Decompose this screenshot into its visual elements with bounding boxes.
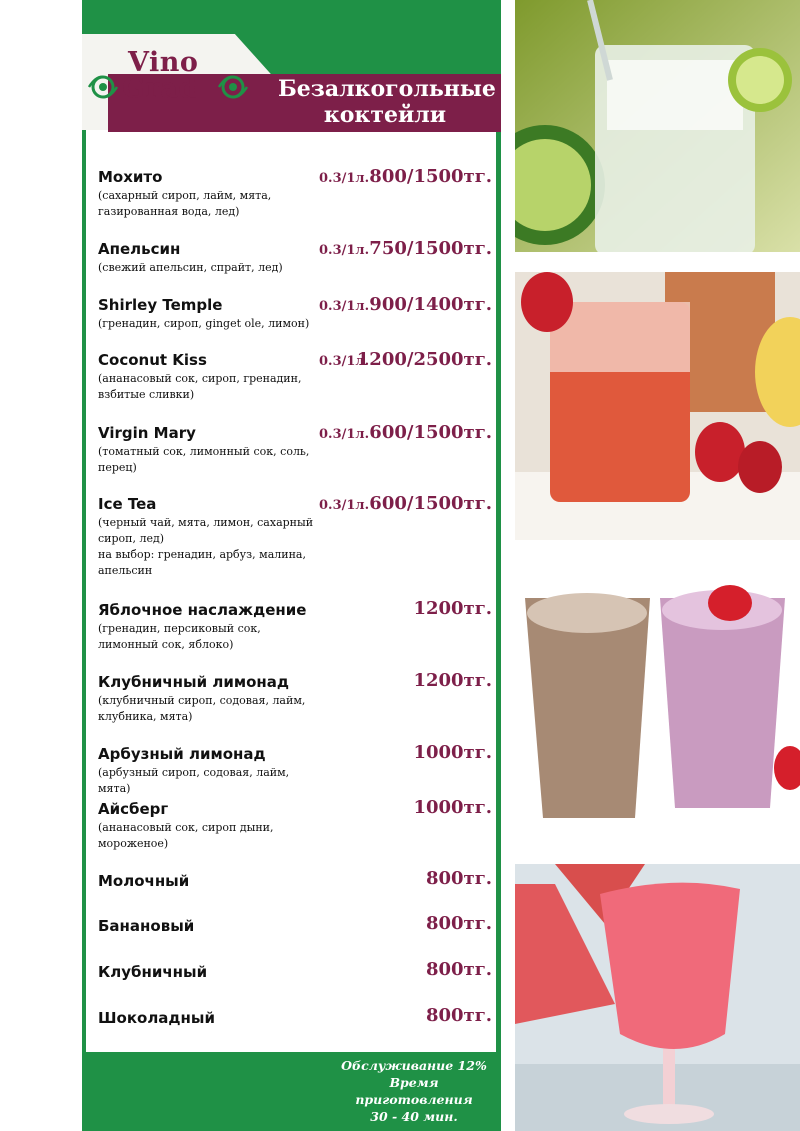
menu-item-apple-delight: [98, 601, 323, 653]
item-price: 1000тг.: [413, 797, 492, 818]
menu-item-banana: [98, 917, 194, 935]
item-volume: 0.3/1л.: [319, 498, 370, 513]
item-price: 800/1500тг.: [369, 166, 492, 187]
item-name: Мохито: [98, 168, 163, 186]
item-price: 800тг.: [425, 913, 492, 934]
menu-item-ice-tea: [98, 495, 323, 579]
item-description: (клубничный сироп, содовая, лайм, клубника, мята): [98, 694, 306, 723]
item-name: Шоколадный: [98, 1009, 215, 1027]
watermelon-drink-photo: [515, 864, 800, 1131]
item-volume: 0.3/1л.: [319, 427, 370, 442]
item-price: 1200тг.: [413, 670, 492, 691]
footer-note: [330, 1057, 498, 1125]
item-price: 800тг.: [425, 868, 492, 889]
menu-item-strawberry-lemonade: [98, 673, 323, 725]
item-name: Virgin Mary: [98, 424, 196, 442]
item-description: (ананасовый сок, сироп дыни, мороженое): [98, 821, 274, 850]
logo-text-grad: Grad: [122, 73, 198, 104]
item-price: 1200/2500тг.: [356, 349, 492, 370]
item-name: Shirley Temple: [98, 296, 223, 314]
item-name: Клубничный: [98, 963, 208, 981]
item-volume: 0.3/1л.: [319, 354, 370, 369]
strawberry-drink-photo: [515, 272, 800, 540]
menu-item-mojito: [98, 168, 323, 220]
menu-item-watermelon-lemonade: [98, 745, 323, 797]
logo-text-vino: Vino: [128, 47, 199, 78]
item-name: Апельсин: [98, 240, 181, 258]
item-name: Ice Tea: [98, 495, 157, 513]
prep-time-label: Время приготовления: [355, 1075, 473, 1107]
menu-item-orange: [98, 240, 323, 276]
item-volume: 0.3/1л.: [319, 171, 370, 186]
menu-item-chocolate: [98, 1009, 215, 1027]
menu-item-iceberg: [98, 800, 323, 852]
item-price: 800тг.: [425, 959, 492, 980]
item-price: 1000тг.: [413, 742, 492, 763]
mojito-photo: [515, 0, 800, 252]
page-title: [278, 76, 496, 128]
item-price: 750/1500тг.: [369, 238, 492, 259]
milkshake-photo: [515, 568, 800, 836]
item-name: Яблочное наслаждение: [98, 601, 307, 619]
item-price: 800тг.: [425, 1005, 492, 1026]
item-description: (свежий апельсин, спрайт, лед): [98, 261, 283, 274]
service-charge: Обслуживание 12%: [341, 1058, 487, 1073]
vinograd-logo: [86, 47, 256, 116]
item-volume: 0.3/1л.: [319, 299, 370, 314]
item-price: 900/1400тг.: [369, 294, 492, 315]
item-name: Банановый: [98, 917, 195, 935]
item-price: 600/1500тг.: [369, 493, 492, 514]
item-description: (гренадин, персиковый сок, лимонный сок, яблоко): [98, 622, 261, 651]
item-description: (арбузный сироп, содовая, лайм, мята): [98, 766, 290, 795]
menu-item-coconut-kiss: [98, 351, 323, 403]
item-name: Клубничный лимонад: [98, 673, 289, 691]
item-description: (гренадин, сироп, ginget ole, лимон): [98, 317, 310, 330]
menu-item-virgin-mary: [98, 424, 323, 476]
item-name: Молочный: [98, 872, 190, 890]
menu-item-strawberry: [98, 963, 207, 981]
item-volume: 0.3/1л.: [319, 243, 370, 258]
item-price: 600/1500тг.: [369, 422, 492, 443]
menu-item-milk: [98, 872, 189, 890]
item-description: (ананасовый сок, сироп, гренадин, взбитые сливки): [98, 372, 302, 401]
item-price: 1200тг.: [413, 598, 492, 619]
item-description: (сахарный сироп, лайм, мята, газированная вода, лед): [98, 189, 272, 218]
title-line-1: Безалкогольные: [278, 76, 496, 102]
right-ornament-icon: [216, 70, 250, 104]
left-ornament-icon: [86, 70, 120, 104]
item-name: Арбузный лимонад: [98, 745, 266, 763]
item-description: (томатный сок, лимонный сок, соль, перец): [98, 445, 310, 474]
prep-time-value: 30 - 40 мин.: [370, 1109, 458, 1124]
title-line-2: коктейли: [323, 102, 447, 128]
item-description: (черный чай, мята, лимон, сахарный сироп, лед) на выбор: гренадин, арбуз, малина, апельсин: [98, 516, 314, 577]
item-name: Айсберг: [98, 800, 169, 818]
menu-item-shirley-temple: [98, 296, 323, 332]
item-name: Coconut Kiss: [98, 351, 207, 369]
